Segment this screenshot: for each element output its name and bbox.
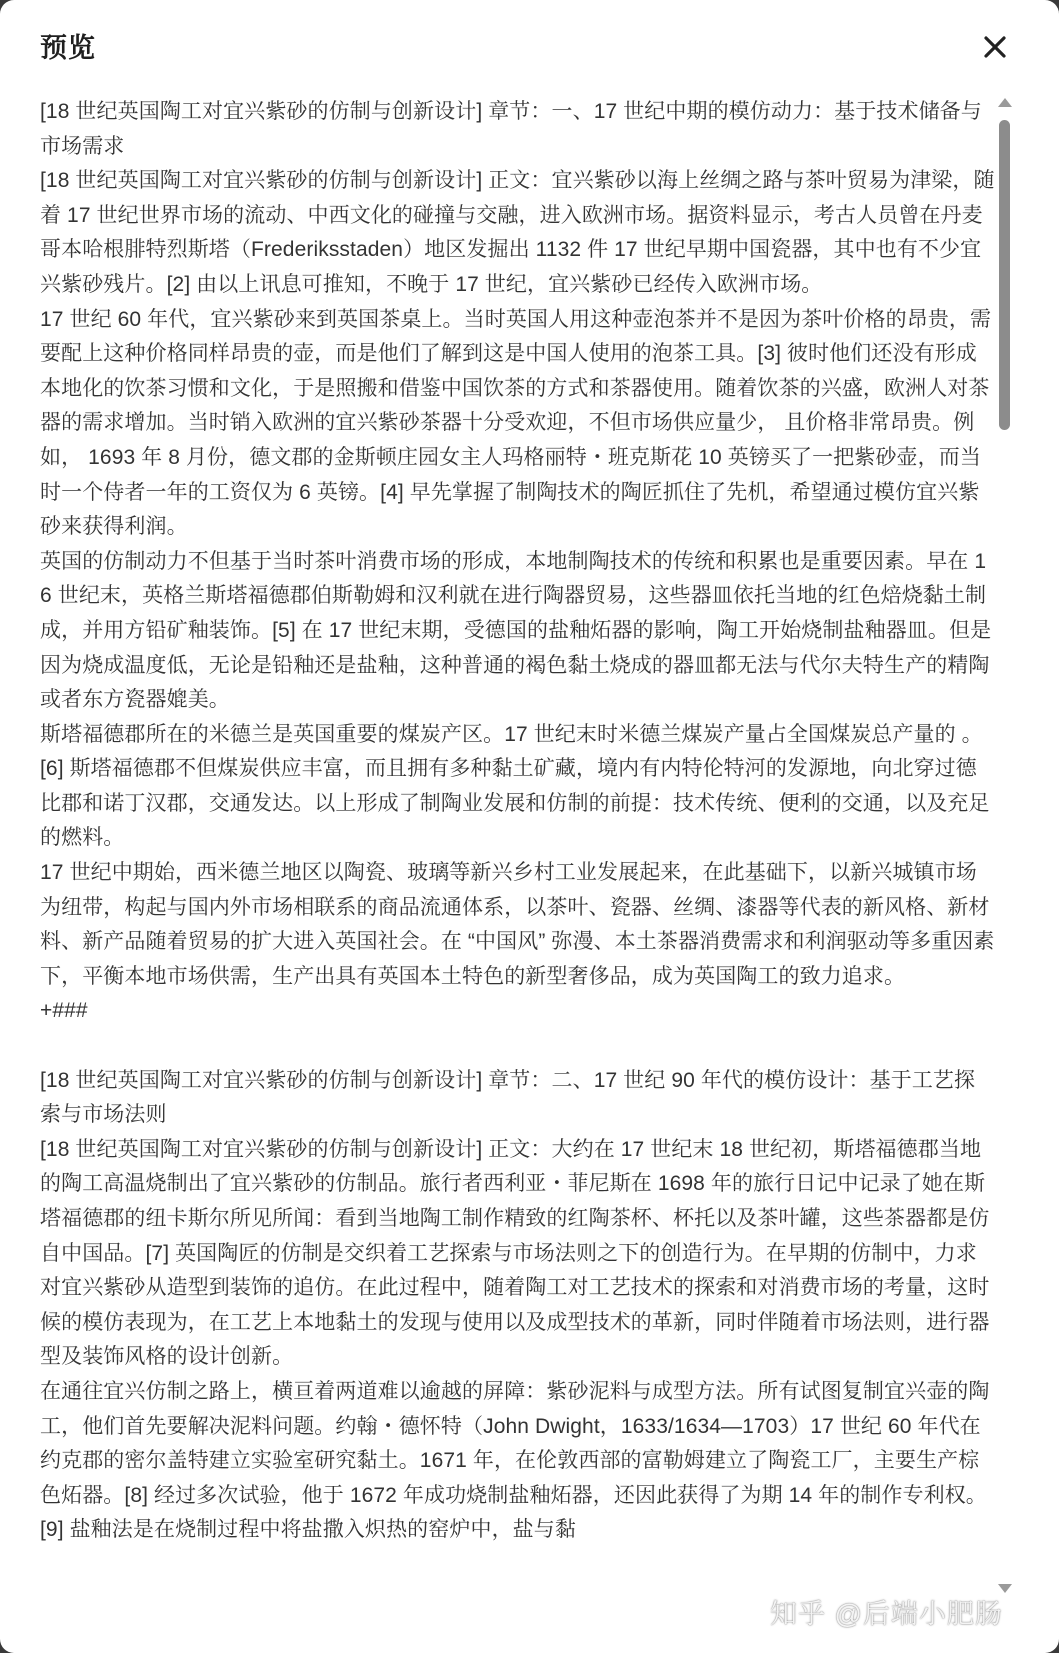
body-paragraph: [18 世纪英国陶工对宜兴紫砂的仿制与创新设计] 正文：大约在 17 世纪末 18 世纪初，斯塔福德郡当地的陶工高温烧制出了宜兴紫砂的仿制品。旅行者西利亚・菲尼斯在 1698 年的旅行日记中记录了她在斯塔福德郡的纽卡斯尔所见所闻：看到当地陶工制作精致的红陶茶杯、杯托以及茶叶罐，这些茶器都是仿自中国品。[7] 英国陶匠的仿制是交织着工艺探索与市场法则之下的创造行为。在早期的仿制中，力求对宜兴紫砂从造型到装饰的追仿。在此过程中，随着陶工对工艺技术的探索和对消费市场的考量，这时候的模仿表现为，在工艺上本地黏土的发现与使用以及成型技术的革新，同时伴随着市场法则，进行器型及装饰风格的设计创新。: [40, 1137, 990, 1369]
body-paragraph: 17 世纪中期始，西米德兰地区以陶瓷、玻璃等新兴乡村工业发展起来，在此基础下，以新兴城镇市场为纽带，构起与国内外市场相联系的商品流通体系，以茶叶、瓷器、丝绸、漆器等代表的新风格、新材料、新产品随着贸易的扩大进入英国社会。在 “中国风” 弥漫、本土茶器消费需求和利润驱动等多重因素下，平衡本地市场供需，生产出具有英国本土特色的新型奢侈品，成为英国陶工的致力追求。: [40, 861, 995, 988]
dialog-title: 预览: [40, 33, 96, 63]
blank-line: [40, 1029, 995, 1064]
body-paragraph: 17 世纪 60 年代，宜兴紫砂来到英国茶桌上。当时英国人用这种壶泡茶并不是因为茶叶价格的昂贵，需要配上这种价格同样昂贵的壶，而是他们了解到这是中国人使用的泡茶工具。[3] 彼时他们还没有形成本地化的饮茶习惯和文化，于是照搬和借鉴中国饮茶的方式和茶器使用。随着饮茶的兴盛，欧洲人对茶器的需求增加。当时销入欧洲的宜兴紫砂茶器十分受欢迎，不但市场供应量少， 且价格非常昂贵。例如， 1693 年 8 月份，德文郡的金斯顿庄园女主人玛格丽特・班克斯花 10 英镑买了一把紫砂壶，而当时一个侍者一年的工资仅为 6 英镑。[4] 早先掌握了制陶技术的陶匠抓住了先机，希望通过模仿宜兴紫砂来获得利润。: [40, 307, 992, 539]
chapter-heading: [18 世纪英国陶工对宜兴紫砂的仿制与创新设计] 章节：一、17 世纪中期的模仿动力：基于技术储备与市场需求: [40, 100, 982, 158]
body-paragraph: 斯塔福德郡所在的米德兰是英国重要的煤炭产区。17 世纪末时米德兰煤炭产量占全国煤炭总产量的 。[6] 斯塔福德郡不但煤炭供应丰富，而且拥有多种黏土矿藏，境内有内特伦特河的发源地，向北穿过德比郡和诺丁汉郡，交通发达。以上形成了制陶业发展和仿制的前提：技术传统、便利的交通，以及充足的燃料。: [40, 722, 990, 850]
dialog-header: [0, 0, 1059, 92]
separator-marker: +###: [40, 999, 88, 1023]
close-button[interactable]: [978, 30, 1012, 64]
body-paragraph: 在通往宜兴仿制之路上，横亘着两道难以逾越的屏障：紫砂泥料与成型方法。所有试图复制宜兴壶的陶工，他们首先要解决泥料问题。约翰・德怀特（John Dwight，1633/1634—1703）17 世纪 60 年代在约克郡的密尔盖特建立实验室研究黏土。1671 年，在伦敦西部的富勒姆建立了陶瓷工厂，主要生产棕色炻器。[8] 经过多次试验，他于 1672 年成功烧制盐釉炻器，还因此获得了为期 14 年的制作专利权。[9] 盐釉法是在烧制过程中将盐撒入炽热的窑炉中，盐与黏: [40, 1379, 990, 1542]
arrow-up-icon[interactable]: [998, 98, 1012, 107]
preview-content[interactable]: [40, 95, 995, 1595]
close-icon: [978, 30, 1012, 64]
body-paragraph: 英国的仿制动力不但基于当时茶叶消费市场的形成，本地制陶技术的传统和积累也是重要因素。早在 16 世纪末，英格兰斯塔福德郡伯斯勒姆和汉利就在进行陶器贸易，这些器皿依托当地的红色焙烧黏土制成，并用方铅矿釉装饰。[5] 在 17 世纪末期，受德国的盐釉炻器的影响，陶工开始烧制盐釉器皿。但是因为烧成温度低，无论是铅釉还是盐釉，这种普通的褐色黏土烧成的器皿都无法与代尔夫特生产的精陶或者东方瓷器媲美。: [40, 549, 992, 712]
chapter-heading: [18 世纪英国陶工对宜兴紫砂的仿制与创新设计] 章节：二、17 世纪 90 年代的模仿设计：基于工艺探索与市场法则: [40, 1068, 976, 1127]
scrollbar-thumb[interactable]: [999, 120, 1010, 430]
body-paragraph: [18 世纪英国陶工对宜兴紫砂的仿制与创新设计] 正文：宜兴紫砂以海上丝绸之路与茶叶贸易为津梁，随着 17 世纪世界市场的流动、中西文化的碰撞与交融，进入欧洲市场。据资料显示，考古人员曾在丹麦哥本哈根腓特烈斯塔（Frederiksstaden）地区发掘出 1132 件 17 世纪早期中国瓷器，其中也有不少宜兴紫砂残片。[2] 由以上讯息可推知，不晚于 17 世纪，宜兴紫砂已经传入欧洲市场。: [40, 169, 995, 296]
watermark: 知乎 @后端小肥肠: [770, 1599, 1003, 1629]
vertical-scrollbar[interactable]: [996, 98, 1014, 1593]
